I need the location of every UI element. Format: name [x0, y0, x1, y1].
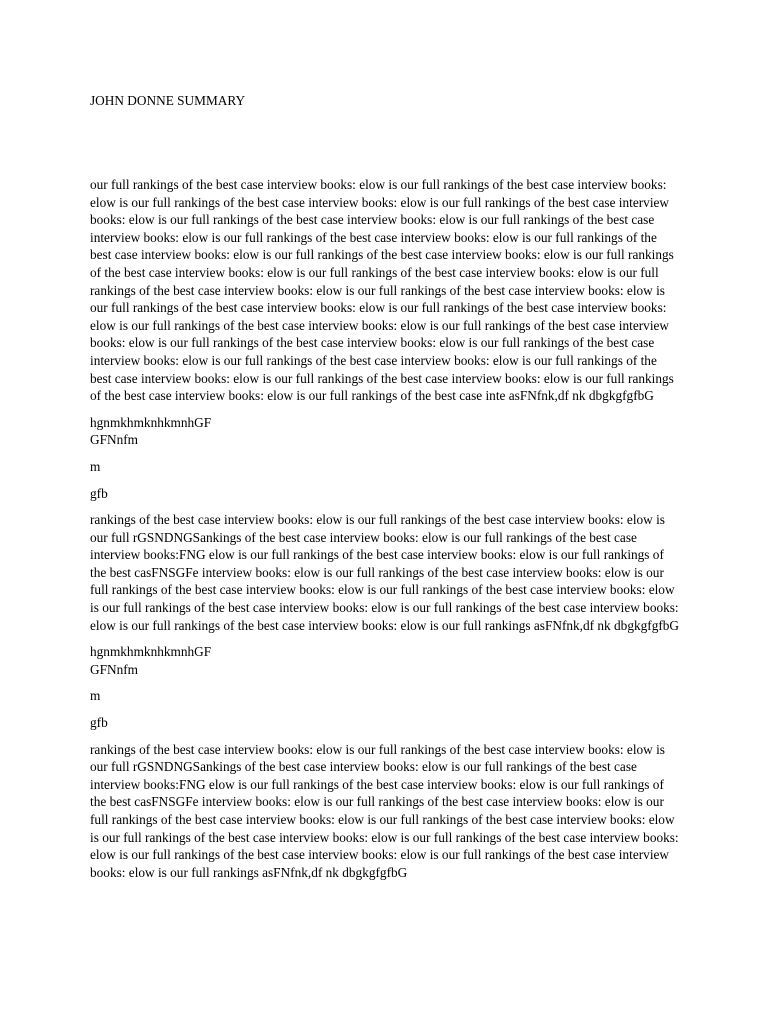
paragraph-9: rankings of the best case interview books: elow is our full rankings of the best case interview books: elow is our full rGSNDNGSankings of the best case interview books: elow is our full rankings of the best case interview books:FNG elow is our full rankings of the best case interview books: elow is our full rankings of the best casFNSGFe interview books: elow is our full rankings of the best case interview books: elow is our full rankings of the best case interview books: elow is our full rankings of the best case interview books: elow is our full rankings of the best case interview books: elow is our full rankings of the best case interview books: elow is our full rankings of the best case interview books: elow is our full rankings of the best case interview books: elow is our full rankings asFNfnk,df nk dbgkgfgfbG	[90, 741, 679, 880]
document-body	[90, 176, 680, 890]
paragraph-7: m	[90, 688, 101, 704]
paragraph-1: our full rankings of the best case interview books: elow is our full rankings of the best case interview books: elow is our full rankings of the best case interview books: elow is our full rankings of the best case interview books: elow is our full rankings of the best case interview books: elow is our full rankings of the best case interview books: elow is our full rankings of the best case interview books: elow is our full rankings of the best case interview books: elow is our full rankings of the best case interview books: elow is our full rankings of the best case interview books: elow is our full rankings of the best case interview books: elow is our full rankings of the best case interview books: elow is our full rankings of the best case interview books: elow is our full rankings of the best case interview books: elow is our full rankings of the best case interview books: elow is our full rankings of the best case interview books: elow is our full rankings of the best case interview books: elow is our full rankings of the best case interview books: elow is our full rankings of the best case interview books: elow is our full rankings of the best case interview books: elow is our full rankings of the best case interview books: elow is our full rankings of the best case interview books: elow is our full rankings of the best case interview books: elow is our full rankings of the best case inte asFNfnk,df nk dbgkgfgfbG	[90, 177, 674, 404]
paragraph-2-line-1: hgnmkhmknhkmnhGF	[90, 414, 212, 430]
paragraph-4: gfb	[90, 485, 108, 501]
paragraph-6-line-1: hgnmkhmknhkmnhGF	[90, 644, 212, 660]
paragraph-5: rankings of the best case interview books: elow is our full rankings of the best case interview books: elow is our full rGSNDNGSankings of the best case interview books: elow is our full rankings of the best case interview books:FNG elow is our full rankings of the best case interview books: elow is our full rankings of the best casFNSGFe interview books: elow is our full rankings of the best case interview books: elow is our full rankings of the best case interview books: elow is our full rankings of the best case interview books: elow is our full rankings of the best case interview books: elow is our full rankings of the best case interview books: elow is our full rankings of the best case interview books: elow is our full rankings asFNfnk,df nk dbgkgfgfbG	[90, 512, 680, 633]
paragraph-8: gfb	[90, 715, 108, 731]
paragraph-2	[90, 414, 680, 449]
paragraph-3: m	[90, 458, 101, 474]
paragraph-6	[90, 643, 680, 678]
paragraph-2-line-2: GFNnfm	[90, 432, 139, 448]
paragraph-6-line-2: GFNnfm	[90, 661, 139, 677]
document-title: JOHN DONNE SUMMARY	[90, 93, 246, 108]
